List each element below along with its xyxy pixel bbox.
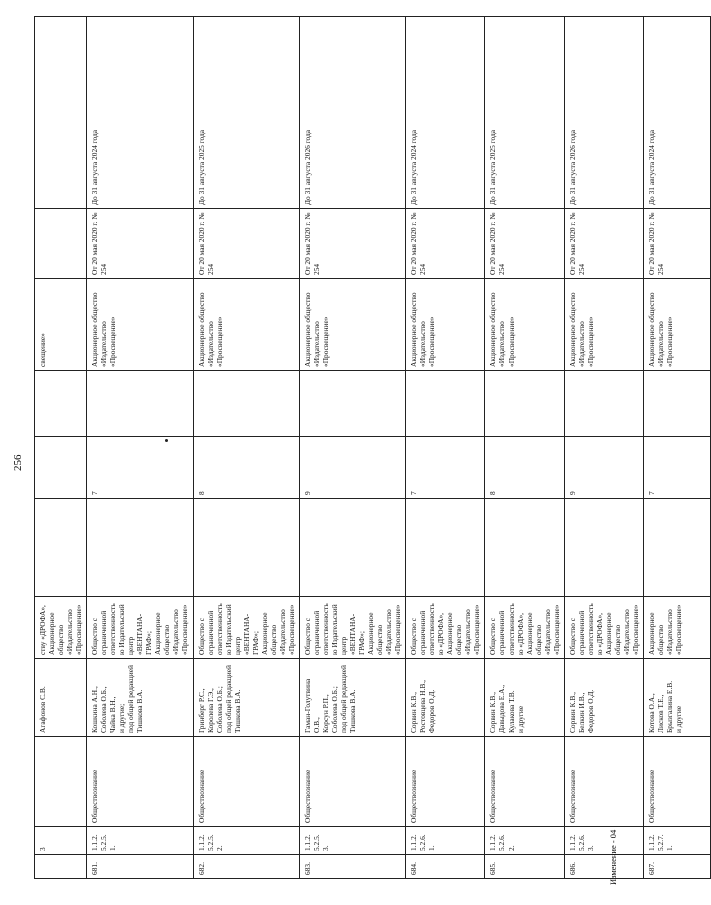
cell-order: От 20 мая 2020 г. № 254 — [564, 209, 643, 279]
cell — [35, 855, 87, 879]
cell — [35, 371, 87, 437]
cell-blank — [643, 371, 710, 437]
cell-num: 686. — [564, 855, 643, 879]
cell-blank — [564, 371, 643, 437]
cell-authors: Сорвин К.В., Белкин И.В., Федоров О.Д. — [564, 659, 643, 737]
cell-publisher2: Акционерное общество «Издательство «Просвещение» — [564, 279, 643, 371]
cell-subject: Обществознание — [485, 737, 564, 827]
table-row — [406, 17, 485, 879]
cell-order: От 20 мая 2020 г. № 254 — [485, 209, 564, 279]
cell-pub: Общество с ограниченной ответственностью «ДРОФА», Акционерное общество «Издательство «Просвещение» — [485, 597, 564, 659]
cell — [35, 437, 87, 499]
cell-pub: Общество с ограниченной ответственностью «ДРОФА», Акционерное общество «Издательство «Просвещение» — [406, 597, 485, 659]
cell: свещение» — [35, 279, 87, 371]
cell-until: До 31 августа 2024 года — [643, 17, 710, 209]
cell-blank — [193, 371, 299, 437]
cell: 3 — [35, 827, 87, 855]
table-row — [87, 17, 193, 879]
cell-publisher2: Акционерное общество «Издательство «Просвещение» — [87, 279, 193, 371]
cell-mid — [406, 499, 485, 597]
cell-pub: Акционерное общество «Издательство «Просвещение» — [643, 597, 710, 659]
textbook-table — [34, 16, 711, 879]
cell-blank — [299, 371, 405, 437]
cell-mid — [193, 499, 299, 597]
cell-grade: 9 — [299, 437, 405, 499]
cell-pub: Общество с ограниченной ответственностью Издательский центр «ВЕНТАНА-ГРАФ»; Акционерное общество «Издательство «Просвещение» — [299, 597, 405, 659]
cell-pub: Общество с ограниченной ответственностью Издательский центр «ВЕНТАНА-ГРАФ»; Акционерное общество «Издательство «Просвещение» — [87, 597, 193, 659]
table-row — [564, 17, 643, 879]
cell-order: От 20 мая 2020 г. № 254 — [87, 209, 193, 279]
cell — [35, 737, 87, 827]
cell-num: 683. — [299, 855, 405, 879]
cell-subject: Обществознание — [193, 737, 299, 827]
cell-mid — [564, 499, 643, 597]
cell-blank — [485, 371, 564, 437]
cell-subject: Обществознание — [564, 737, 643, 827]
cell-authors: Сорвин К.В., Давыдова Е.А., Кулакова Т.В. и другие — [485, 659, 564, 737]
cell-blank — [87, 371, 193, 437]
cell-blank — [406, 371, 485, 437]
cell-code: 1.1.2. 5.2.5. 3. — [299, 827, 405, 855]
cell-publisher2: Акционерное общество «Издательство «Просвещение» — [643, 279, 710, 371]
cell-mid — [485, 499, 564, 597]
cell-pub: Общество с ограниченной ответственностью «ДРОФА», Акционерное общество «Издательство «Просвещение» — [564, 597, 643, 659]
cell-order: От 20 мая 2020 г. № 254 — [643, 209, 710, 279]
cell-authors: Котова О.А., Лисков Т.Е., Брызгалина Е.В. и другие — [643, 659, 710, 737]
cell-order: От 20 мая 2020 г. № 254 — [406, 209, 485, 279]
cell-until: До 31 августа 2025 года — [193, 17, 299, 209]
cell-num: 682. — [193, 855, 299, 879]
cell-authors: Сорвин К.В., Ростовцева Н.В., Федоров О.Д. — [406, 659, 485, 737]
cell — [35, 17, 87, 209]
footer-note: Изменение - 04 — [608, 829, 618, 885]
table-row-continued — [35, 17, 87, 879]
cell: ству «ДРОФА», Акционерное общество «Издательство «Просвещение» — [35, 597, 87, 659]
cell-code: 1.1.2. 5.2.5. 1. — [87, 827, 193, 855]
cell: Агафонов С.В. — [35, 659, 87, 737]
cell — [35, 499, 87, 597]
cell-authors: Кошкина А.Н., Соболева О.Б., Чайка В.Н., и другие; под общей редакцией Тишкова В.А. — [87, 659, 193, 737]
cell-order: От 20 мая 2020 г. № 254 — [193, 209, 299, 279]
cell-publisher2: Акционерное общество «Издательство «Просвещение» — [299, 279, 405, 371]
cell-pub: Общество с ограниченной ответственностью Издательский центр «ВЕНТАНА-ГРАФ»; Акционерное общество «Издательство «Просвещение» — [193, 597, 299, 659]
cell-publisher2: Акционерное общество «Издательство «Просвещение» — [406, 279, 485, 371]
table-row — [299, 17, 405, 879]
cell-num: 681. — [87, 855, 193, 879]
cell-mid — [87, 499, 193, 597]
page-number: 256 — [12, 454, 24, 471]
cell-num: 684. — [406, 855, 485, 879]
cell-authors: Гринберг Р.С., Королева Г.Э., Соболева О.Б.; под общей редакцией Тишкова В.А. — [193, 659, 299, 737]
cell-grade: 7 — [87, 437, 193, 499]
cell-until: До 31 августа 2024 года — [87, 17, 193, 209]
cell-authors: Гаман-Голутвина О.В., Корсун Р.П., Соболева О.Б.; под общей редакцией Тишкова В.А. — [299, 659, 405, 737]
table-body — [35, 17, 711, 879]
cell-num: 687. — [643, 855, 710, 879]
cell — [35, 209, 87, 279]
table-row — [193, 17, 299, 879]
cell-num: 685. — [485, 855, 564, 879]
cell-grade: 8 — [193, 437, 299, 499]
cell-until: До 31 августа 2024 года — [406, 17, 485, 209]
cell-subject: Обществознание — [643, 737, 710, 827]
cell-subject: Обществознание — [87, 737, 193, 827]
cell-subject: Обществознание — [299, 737, 405, 827]
cell-code: 1.1.2. 5.2.6. 2. — [485, 827, 564, 855]
table-row — [485, 17, 564, 879]
cell-mid — [299, 499, 405, 597]
cell-until: До 31 августа 2026 года — [564, 17, 643, 209]
cell-publisher2: Акционерное общество «Издательство «Просвещение» — [193, 279, 299, 371]
cell-publisher2: Акционерное общество «Издательство «Просвещение» — [485, 279, 564, 371]
cell-code: 1.1.2. 5.2.6. 3. — [564, 827, 643, 855]
cell-mid — [643, 499, 710, 597]
cell-grade: 7 — [406, 437, 485, 499]
table-row — [643, 17, 710, 879]
cell-grade: 7 — [643, 437, 710, 499]
cell-grade: 9 — [564, 437, 643, 499]
cell-subject: Обществознание — [406, 737, 485, 827]
cell-until: До 31 августа 2025 года — [485, 17, 564, 209]
cell-grade: 8 — [485, 437, 564, 499]
cell-code: 1.1.2. 5.2.7. 1. — [643, 827, 710, 855]
cell-order: От 20 мая 2020 г. № 254 — [299, 209, 405, 279]
cell-code: 1.1.2. 5.2.6. 1. — [406, 827, 485, 855]
cell-until: До 31 августа 2026 года — [299, 17, 405, 209]
cell-code: 1.1.2. 5.2.5. 2. — [193, 827, 299, 855]
